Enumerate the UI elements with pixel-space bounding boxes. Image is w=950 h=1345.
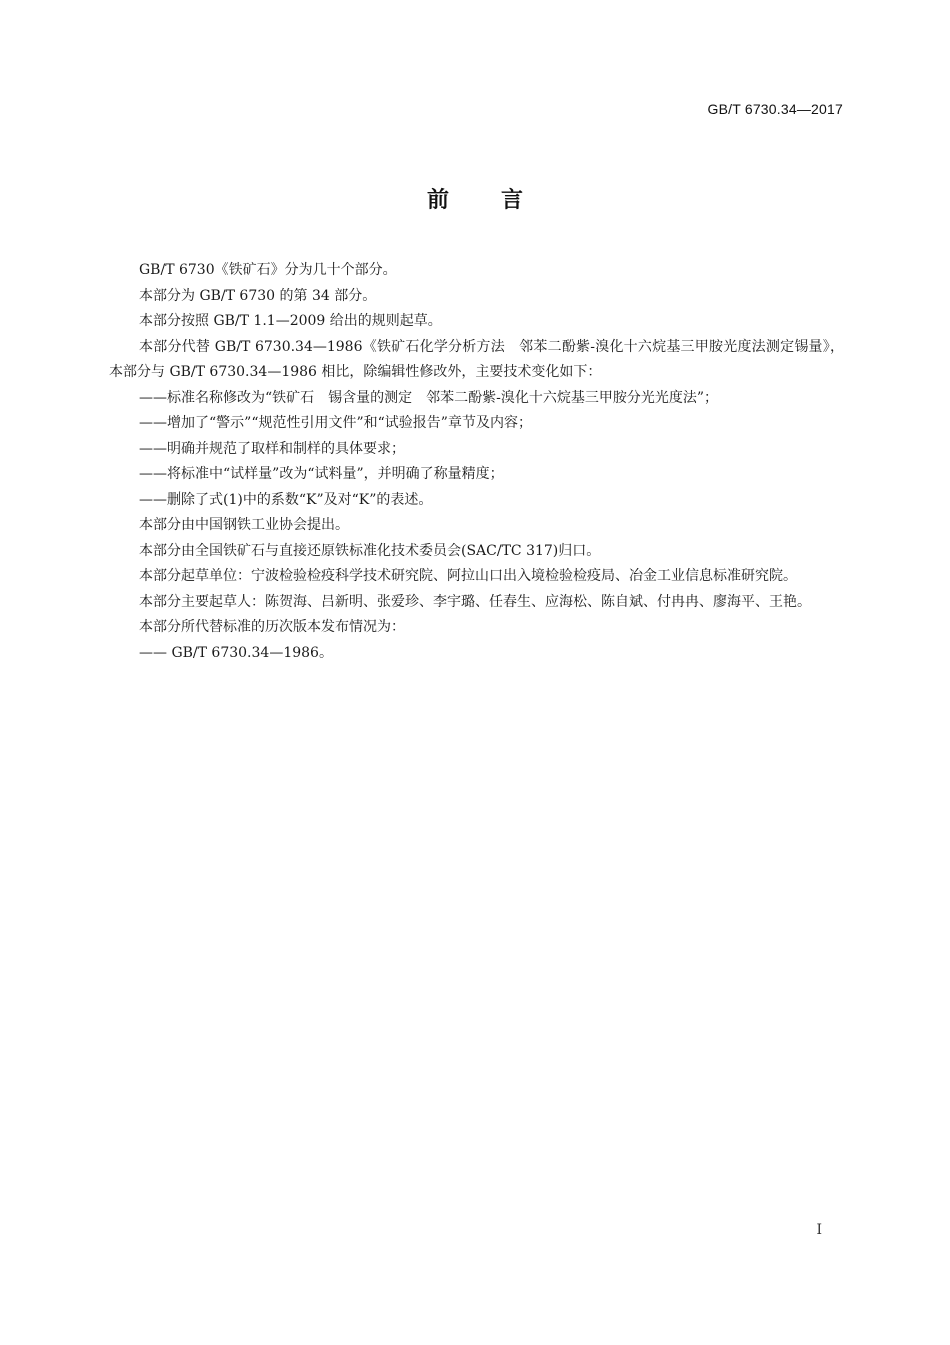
paragraph-proposer: 本部分由中国钢铁工业协会提出。 <box>139 517 349 533</box>
paragraph-history-intro: 本部分所代替标准的历次版本发布情况为： <box>139 619 405 635</box>
page-number: I <box>816 1222 822 1238</box>
change-item-coefficient: ——删除了式(1)中的系数“K”及对“K”的表述。 <box>139 491 433 508</box>
paragraph-drafters: 本部分主要起草人：陈贺海、吕新明、张爱珍、李宇璐、任春生、应海松、陈自斌、付冉冉、廖海平、王艳。 <box>139 593 811 610</box>
paragraph-replacement: 本部分代替 GB/T 6730.34—1986《铁矿石化学分析方法 邻苯二酚紫-溴化十六烷基三甲胺光度法测定锡量》，本部分与 GB/T 6730.34—1986 相比，除编辑性修改外，主要技术变化如下： <box>109 338 844 380</box>
paragraph-drafting-rules: 本部分按照 GB/T 1.1—2009 给出的规则起草。 <box>139 313 442 329</box>
paragraph-committee: 本部分由全国铁矿石与直接还原铁标准化技术委员会(SAC/TC 317)归口。 <box>139 542 601 559</box>
change-item-sample-mass: ——将标准中“试样量”改为“试料量”，并明确了称量精度； <box>139 466 504 482</box>
history-item: —— GB/T 6730.34—1986。 <box>139 644 333 661</box>
paragraph-parts: GB/T 6730《铁矿石》分为几十个部分。 <box>139 262 397 278</box>
standard-code: GB/T 6730.34—2017 <box>707 101 843 117</box>
change-item-title: ——标准名称修改为“铁矿石 锡含量的测定 邻苯二酚紫-溴化十六烷基三甲胺分光光度法”； <box>139 389 719 406</box>
page-title: 前言 <box>426 188 575 213</box>
paragraph-drafting-units: 本部分起草单位：宁波检验检疫科学技术研究院、阿拉山口出入境检验检疫局、冶金工业信息标准研究院。 <box>139 568 797 584</box>
change-item-sections: ——增加了“警示”“规范性引用文件”和“试验报告”章节及内容； <box>139 415 532 431</box>
foreword-body <box>109 258 844 666</box>
change-item-sampling: ——明确并规范了取样和制样的具体要求； <box>139 440 405 457</box>
paragraph-part-number: 本部分为 GB/T 6730 的第 34 部分。 <box>139 287 377 304</box>
